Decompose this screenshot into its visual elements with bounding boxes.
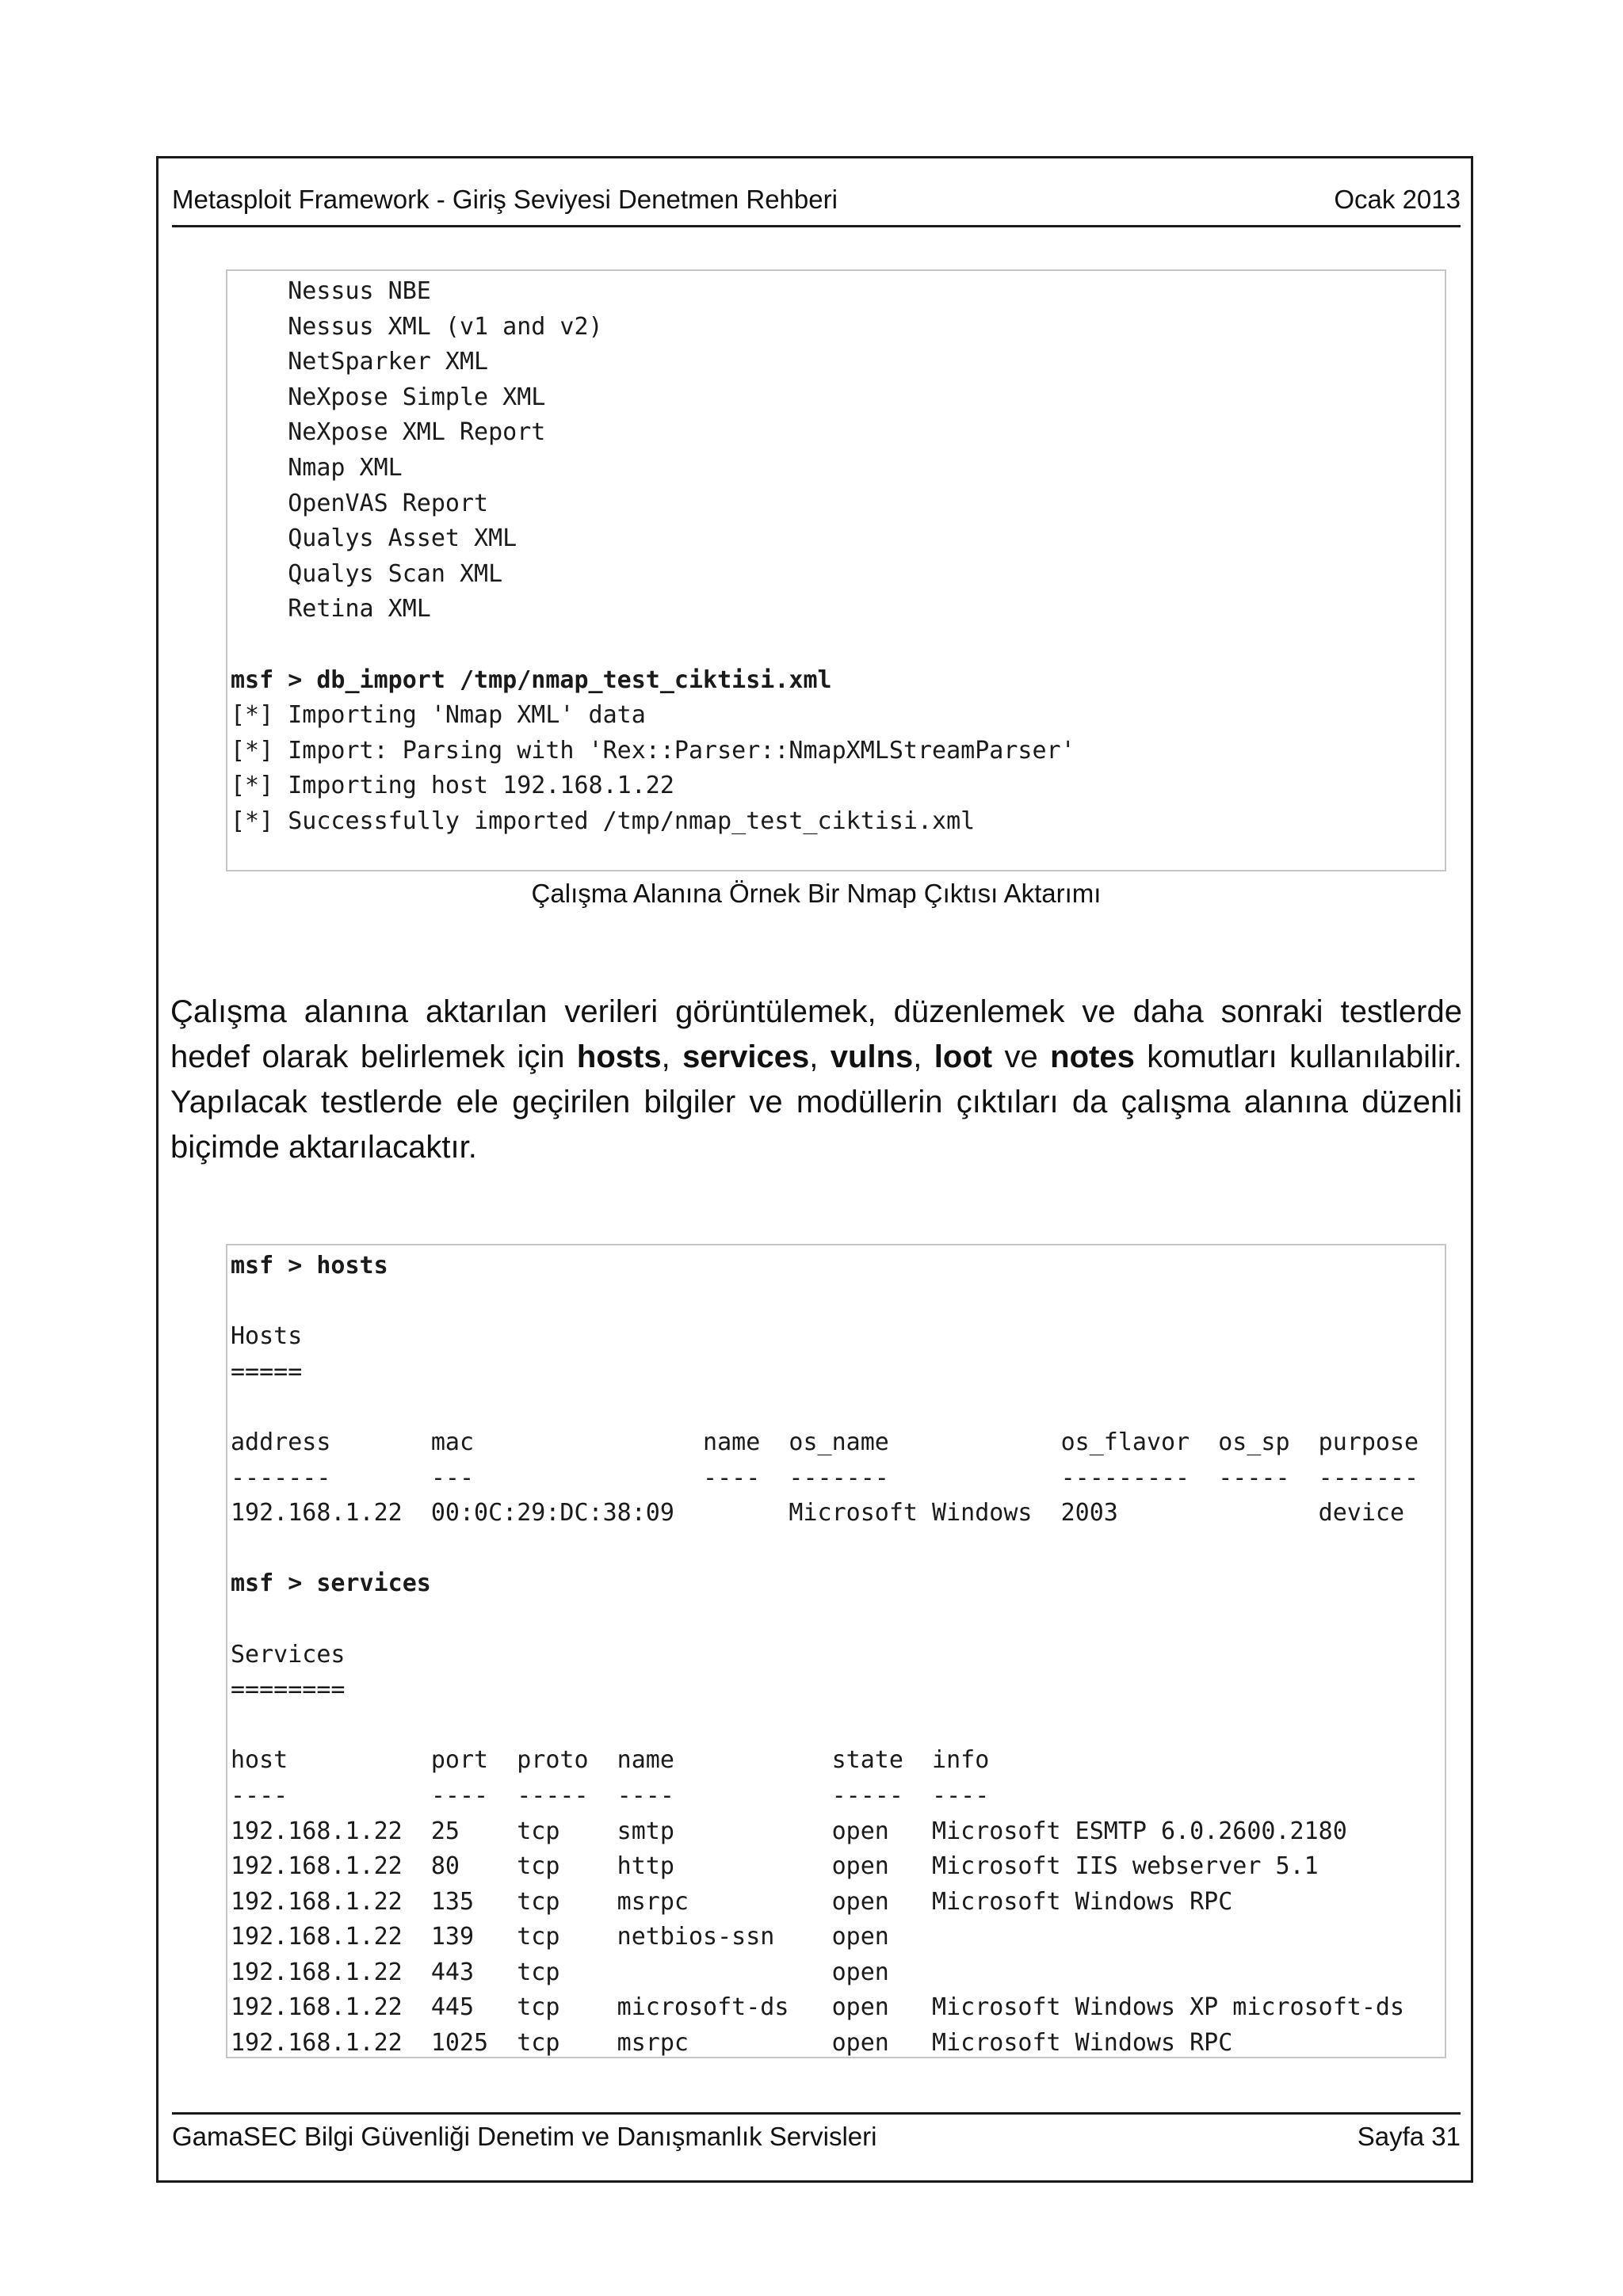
- footer-company: GamaSEC Bilgi Güvenliği Denetim ve Danışmanlık Servisleri: [172, 2122, 877, 2151]
- command-db-import: msf > db_import /tmp/nmap_test_ciktisi.xml: [231, 666, 832, 694]
- cmd-notes: notes: [1050, 1039, 1135, 1074]
- figure-caption: Çalışma Alanına Örnek Bir Nmap Çıktısı Aktarımı: [531, 879, 1102, 908]
- header-date: Ocak 2013: [1334, 185, 1461, 214]
- command-services: msf > services: [231, 1569, 431, 1598]
- command-hosts: msf > hosts: [231, 1252, 388, 1280]
- footer-page-number: Sayfa 31: [1357, 2122, 1461, 2151]
- body-paragraph: Çalışma alanına aktarılan verileri görüntülemek, düzenlemek ve daha sonraki testlerde hedef olarak belirlemek için hosts, services, vulns, loot ve notes komutları kullanılabilir. Yapılacak testlerde ele geçirilen bilgiler ve modüllerin çıktıları da çalışma alanına düzenli biçimde aktarılacaktır.: [170, 994, 1462, 1165]
- cmd-hosts: hosts: [576, 1039, 662, 1074]
- code-block-import: [226, 269, 1446, 871]
- code-block-import-text: Nessus NBE Nessus XML (v1 and v2) NetSparker XML NeXpose Simple XML NeXpose XML Report Nmap XML OpenVAS Report Qualys Asset XML Qualys Scan XML Retina XML msf > db_import /tmp/nmap_test_ciktisi.xml [*] Importing 'Nmap XML' data [*] Import: Parsing with 'Rex::Parser::NmapXMLStreamParser' [*] Importing host 192.168.1.22 [*] Successfully imported /tmp/nmap_test_ciktisi.xml: [231, 277, 1075, 835]
- header-title: Metasploit Framework - Giriş Seviyesi Denetmen Rehberi: [172, 185, 838, 214]
- code-block-hosts-services: [226, 1244, 1446, 2058]
- page-footer: [172, 2112, 1461, 2164]
- cmd-services: services: [682, 1039, 810, 1074]
- cmd-vulns: vulns: [830, 1039, 914, 1074]
- cmd-loot: loot: [934, 1039, 993, 1074]
- code-block-hosts-services-text: msf > hosts Hosts ===== address mac name os_name os_flavor os_sp purpose ------- --- ---- ------- --------- ----- ------- 192.168.1.22 00:0C:29:DC:38:09 Microsoft Windows 2003 device msf > services Services ======== host port proto name state info ---- ---- ----- ---- ----- ---- 192.168.1.22 25 tcp smtp open Microsoft ESMTP 6.0.2600.2180 192.168.1.22 80 tcp http open Microsoft IIS webserver 5.1 192.168.1.22 135 tcp msrpc open Microsoft Windows RPC 192.168.1.22 139 tcp netbios-ssn open 192.168.1.22 443 tcp open 192.168.1.22 445 tcp microsoft-ds open Microsoft Windows XP microsoft-ds 192.168.1.22 1025 tcp msrpc open Microsoft Windows RPC: [231, 1252, 1419, 2058]
- page-header: [172, 177, 1461, 227]
